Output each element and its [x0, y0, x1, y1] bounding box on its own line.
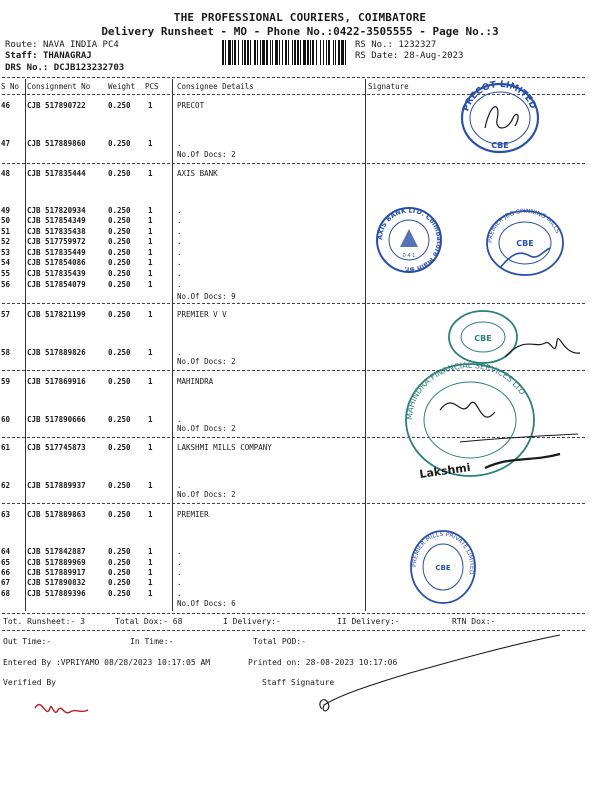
consignee-placeholder: .	[177, 568, 182, 577]
row-sno: 54	[1, 258, 11, 267]
row-consignment: CJB 517821199	[27, 310, 86, 319]
row-pcs: 1	[148, 377, 153, 386]
staff-signature-label: Staff Signature	[262, 678, 335, 687]
row-pcs: 1	[148, 310, 153, 319]
consignee-placeholder: .	[177, 206, 182, 215]
consignee-placeholder: .	[177, 415, 182, 424]
row-consignment: CJB 517842887	[27, 547, 86, 556]
row-consignment: CJB 517890666	[27, 415, 86, 424]
barcode-bar	[285, 40, 287, 65]
barcode	[222, 40, 347, 65]
row-pcs: 1	[148, 139, 153, 148]
pv-stamp-cbe: CBE	[474, 334, 492, 343]
row-sno: 59	[1, 377, 11, 386]
rs-date-line: RS Date: 28-Aug-2023	[355, 51, 464, 61]
row-sno: 57	[1, 310, 11, 319]
consignee-placeholder: .	[177, 578, 182, 587]
consignee-placeholder: .	[177, 248, 182, 257]
row-sno: 65	[1, 558, 11, 567]
axis-stamp-code: 0 4 1	[402, 253, 416, 259]
svg-text:MAHINDRA FINANCIAL SERVICES LT	[405, 361, 527, 420]
barcode-bar	[244, 40, 246, 65]
barcode-bar	[272, 40, 273, 65]
barcode-bar	[341, 40, 344, 65]
col-rule	[172, 79, 173, 611]
doc-count: No.Of Docs: 2	[177, 424, 236, 433]
row-consignment: CJB 517759972	[27, 237, 86, 246]
row-weight: 0.250	[108, 589, 131, 598]
rs-no-line: RS No.: 1232327	[355, 40, 437, 50]
row-pcs: 1	[148, 589, 153, 598]
i-delivery: I Delivery:-	[223, 617, 281, 626]
col-rule	[25, 79, 26, 611]
row-consignment: CJB 517820934	[27, 206, 86, 215]
row-sno: 58	[1, 348, 11, 357]
row-pcs: 1	[148, 248, 153, 257]
doc-count: No.Of Docs: 2	[177, 150, 236, 159]
row-pcs: 1	[148, 547, 153, 556]
premier-mills-stamp	[408, 528, 478, 606]
barcode-bar	[228, 40, 231, 65]
drs-line: DRS No.: DCJB123232703	[5, 63, 125, 73]
row-consignment: CJB 517854349	[27, 216, 86, 225]
row-pcs: 1	[148, 558, 153, 567]
jbg-stamp-text: PREMIER JBG SPINNING MILLS	[486, 207, 562, 244]
barcode-bar	[335, 40, 336, 65]
row-weight: 0.250	[108, 443, 131, 452]
row-pcs: 1	[148, 237, 153, 246]
precot-stamp-cbe: CBE	[491, 141, 509, 150]
printed-on: Printed on: 28-08-2023 10:17:06	[248, 658, 398, 667]
row-weight: 0.250	[108, 280, 131, 289]
row-weight: 0.250	[108, 248, 131, 257]
barcode-bar	[326, 40, 327, 65]
row-consignment: CJB 517835444	[27, 169, 86, 178]
premier-mills-stamp-cbe: CBE	[435, 564, 451, 572]
row-pcs: 1	[148, 258, 153, 267]
row-weight: 0.250	[108, 258, 131, 267]
consignee-name: AXIS BANK	[177, 169, 218, 178]
row-weight: 0.250	[108, 206, 131, 215]
jbg-stamp	[480, 208, 570, 278]
barcode-bar	[242, 40, 243, 65]
row-weight: 0.250	[108, 568, 131, 577]
consignee-placeholder: .	[177, 558, 182, 567]
barcode-bar	[333, 40, 334, 65]
row-weight: 0.250	[108, 578, 131, 587]
divider	[2, 163, 585, 164]
col-sno: S No	[1, 82, 20, 91]
barcode-bar	[260, 40, 261, 65]
col-consignment: Consignment No	[27, 82, 91, 91]
row-sno: 60	[1, 415, 11, 424]
row-pcs: 1	[148, 169, 153, 178]
doc-count: No.Of Docs: 2	[177, 490, 236, 499]
row-weight: 0.250	[108, 101, 131, 110]
row-pcs: 1	[148, 348, 153, 357]
row-sno: 51	[1, 227, 11, 236]
barcode-bar	[282, 40, 283, 65]
row-weight: 0.250	[108, 415, 131, 424]
verifier-signature	[30, 688, 100, 728]
barcode-bar	[257, 40, 258, 65]
precot-stamp-text: PRECOT LIMITED	[461, 79, 538, 113]
row-sno: 49	[1, 206, 11, 215]
row-consignment: CJB 517890722	[27, 101, 86, 110]
row-consignment: CJB 517835438	[27, 227, 86, 236]
row-consignment: CJB 517854086	[27, 258, 86, 267]
row-weight: 0.250	[108, 227, 131, 236]
row-weight: 0.250	[108, 139, 131, 148]
col-consignee: Consignee Details	[177, 82, 254, 91]
col-pcs: PCS	[145, 82, 159, 91]
row-sno: 52	[1, 237, 11, 246]
row-weight: 0.250	[108, 547, 131, 556]
row-weight: 0.250	[108, 237, 131, 246]
consignee-name: PREMIER V V	[177, 310, 227, 319]
row-pcs: 1	[148, 216, 153, 225]
total-dox: Total Dox:- 68	[115, 617, 183, 626]
mahindra-stamp	[400, 360, 580, 480]
row-consignment: CJB 517745873	[27, 443, 86, 452]
doc-count: No.Of Docs: 9	[177, 292, 236, 301]
doc-count: No.Of Docs: 6	[177, 599, 236, 608]
row-consignment: CJB 517889937	[27, 481, 86, 490]
barcode-bar	[323, 40, 324, 65]
barcode-bar	[275, 40, 278, 65]
row-weight: 0.250	[108, 558, 131, 567]
row-sno: 47	[1, 139, 11, 148]
consignee-name: PREMIER	[177, 510, 209, 519]
lakshmi-stamp-text: Lakshmi	[418, 460, 472, 481]
barcode-bar	[232, 40, 233, 65]
row-weight: 0.250	[108, 310, 131, 319]
barcode-bar	[307, 40, 309, 65]
barcode-bar	[292, 40, 293, 65]
consignee-placeholder: .	[177, 139, 182, 148]
mahindra-stamp-text: MAHINDRA FINANCIAL SERVICES LTD	[404, 360, 528, 421]
consignee-placeholder: .	[177, 547, 182, 556]
consignee-placeholder: .	[177, 269, 182, 278]
barcode-bar	[222, 40, 224, 65]
row-consignment: CJB 517835439	[27, 269, 86, 278]
col-signature: Signature	[368, 82, 409, 91]
consignee-placeholder: .	[177, 227, 182, 236]
barcode-bar	[345, 40, 346, 65]
row-pcs: 1	[148, 510, 153, 519]
consignee-placeholder: .	[177, 258, 182, 267]
row-weight: 0.250	[108, 269, 131, 278]
barcode-bar	[294, 40, 296, 65]
row-sno: 55	[1, 269, 11, 278]
barcode-bar	[300, 40, 301, 65]
row-pcs: 1	[148, 280, 153, 289]
company-title: THE PROFESSIONAL COURIERS, COIMBATORE	[173, 11, 427, 24]
entered-by: Entered By :VPRIYAMO 08/28/2023 10:17:05 AM	[3, 658, 211, 667]
consignee-placeholder: .	[177, 280, 182, 289]
row-pcs: 1	[148, 415, 153, 424]
row-consignment: CJB 517890832	[27, 578, 86, 587]
staff-signature	[310, 625, 570, 720]
barcode-bar	[250, 40, 251, 65]
row-consignment: CJB 517889826	[27, 348, 86, 357]
row-weight: 0.250	[108, 481, 131, 490]
doc-count: No.Of Docs: 2	[177, 357, 236, 366]
barcode-bar	[320, 40, 321, 65]
barcode-bar	[238, 40, 239, 65]
row-weight: 0.250	[108, 216, 131, 225]
consignee-name: MAHINDRA	[177, 377, 214, 386]
divider	[2, 303, 585, 304]
row-sno: 67	[1, 578, 11, 587]
route-line: Route: NAVA INDIA PC4	[5, 40, 119, 50]
barcode-bar	[266, 40, 268, 65]
row-consignment: CJB 517854079	[27, 280, 86, 289]
runsheet-subtitle: Delivery Runsheet - MO - Phone No.:0422-3505555 - Page No.:3	[101, 25, 499, 38]
row-pcs: 1	[148, 481, 153, 490]
row-sno: 66	[1, 568, 11, 577]
axis-stamp-text: AXIS BANK LTD. Coimbatore Main Br.	[375, 206, 444, 274]
in-time: In Time:-	[130, 637, 174, 646]
row-weight: 0.250	[108, 348, 131, 357]
consignee-placeholder: .	[177, 216, 182, 225]
col-weight: Weight	[108, 82, 136, 91]
row-sno: 62	[1, 481, 11, 490]
barcode-bar	[316, 40, 317, 65]
barcode-bar	[328, 40, 330, 65]
row-pcs: 1	[148, 101, 153, 110]
tot-runsheet: Tot. Runsheet:- 3	[3, 617, 85, 626]
consignee-name: LAKSHMI MILLS COMPANY	[177, 443, 272, 452]
barcode-bar	[262, 40, 265, 65]
barcode-bar	[338, 40, 340, 65]
divider	[2, 77, 585, 78]
barcode-bar	[303, 40, 306, 65]
row-consignment: CJB 517889860	[27, 139, 86, 148]
row-sno: 46	[1, 101, 11, 110]
consignee-placeholder: .	[177, 348, 182, 357]
out-time: Out Time:-	[3, 637, 52, 646]
consignee-name: PRECOT	[177, 101, 205, 110]
row-sno: 56	[1, 280, 11, 289]
consignee-placeholder: .	[177, 237, 182, 246]
row-consignment: CJB 517889396	[27, 589, 86, 598]
barcode-bar	[234, 40, 236, 65]
row-pcs: 1	[148, 443, 153, 452]
row-consignment: CJB 517889917	[27, 568, 86, 577]
row-weight: 0.250	[108, 169, 131, 178]
consignee-placeholder: .	[177, 589, 182, 598]
ii-delivery: II Delivery:-	[337, 617, 400, 626]
staff-line: Staff: THANAGRAJ	[5, 51, 92, 61]
precot-stamp	[455, 80, 545, 155]
row-pcs: 1	[148, 227, 153, 236]
row-pcs: 1	[148, 269, 153, 278]
barcode-bar	[297, 40, 299, 65]
verified-by: Verified By	[3, 678, 56, 687]
barcode-bar	[279, 40, 280, 65]
divider	[2, 613, 585, 614]
jbg-stamp-cbe: CBE	[516, 239, 534, 248]
row-sno: 48	[1, 169, 11, 178]
row-weight: 0.250	[108, 377, 131, 386]
col-rule	[365, 79, 366, 611]
barcode-bar	[254, 40, 256, 65]
barcode-bar	[270, 40, 271, 65]
barcode-bar	[310, 40, 311, 65]
barcode-bar	[288, 40, 289, 65]
premier-vv-stamp	[445, 305, 585, 365]
row-pcs: 1	[148, 578, 153, 587]
barcode-bar	[225, 40, 226, 65]
row-sno: 63	[1, 510, 11, 519]
row-sno: 61	[1, 443, 11, 452]
axis-bank-stamp	[372, 205, 447, 275]
row-consignment: CJB 517835449	[27, 248, 86, 257]
row-sno: 53	[1, 248, 11, 257]
row-sno: 64	[1, 547, 11, 556]
row-sno: 68	[1, 589, 11, 598]
consignee-placeholder: .	[177, 481, 182, 490]
barcode-bar	[312, 40, 314, 65]
barcode-bar	[247, 40, 249, 65]
rtn-dox: RTN Dox:-	[452, 617, 496, 626]
row-pcs: 1	[148, 206, 153, 215]
row-pcs: 1	[148, 568, 153, 577]
row-weight: 0.250	[108, 510, 131, 519]
total-pod: Total POD:-	[253, 637, 306, 646]
row-consignment: CJB 517889863	[27, 510, 86, 519]
premier-mills-stamp-text: PREMIER MILLS PRIVATE LIMITED	[410, 530, 476, 575]
row-consignment: CJB 517869916	[27, 377, 86, 386]
divider	[2, 503, 585, 504]
row-consignment: CJB 517889969	[27, 558, 86, 567]
row-sno: 50	[1, 216, 11, 225]
